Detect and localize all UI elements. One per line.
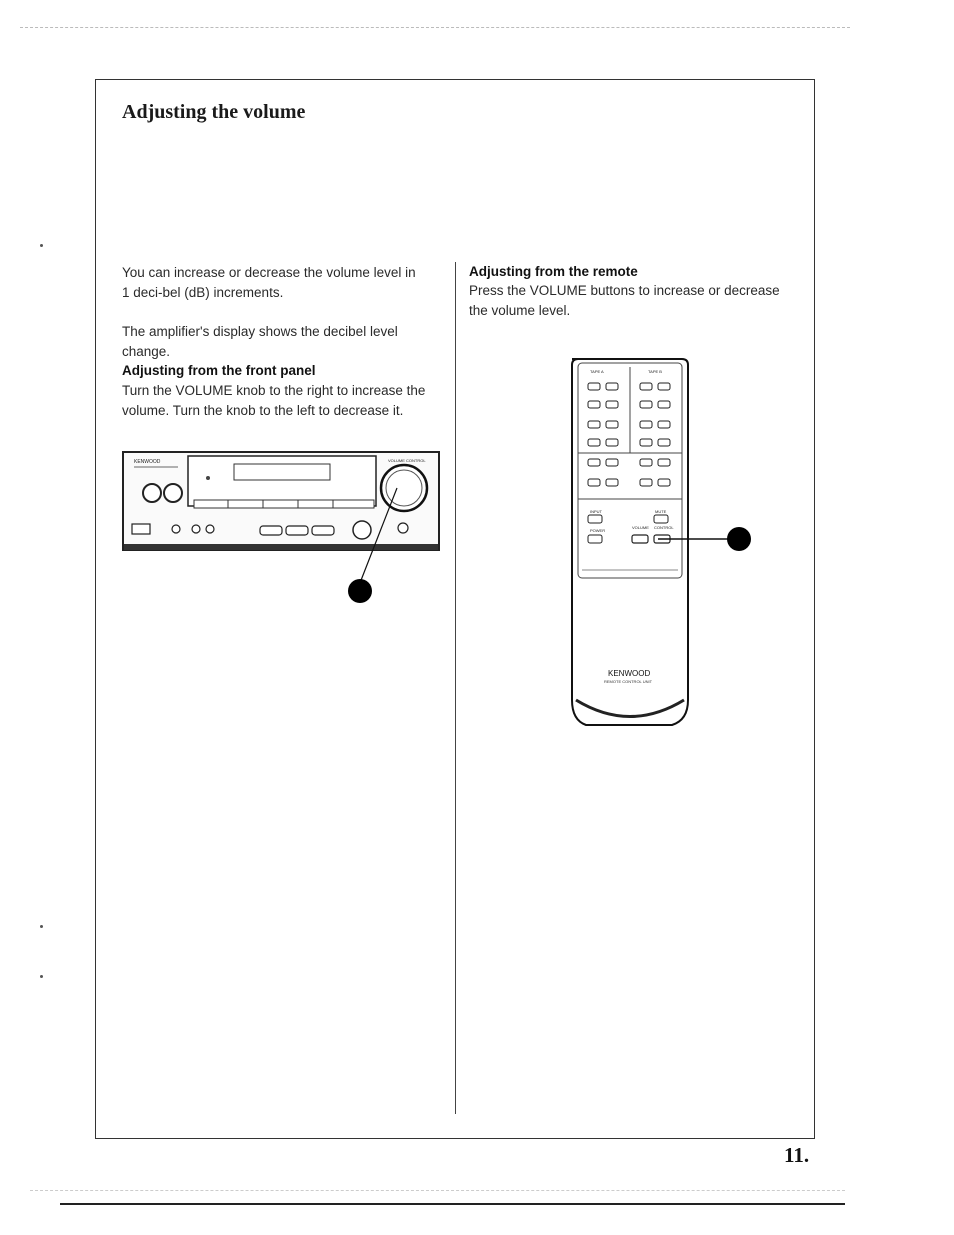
input-button[interactable] <box>588 515 602 523</box>
mute-button[interactable] <box>654 515 668 523</box>
tape-a-label: TAPE A <box>590 369 604 374</box>
intro-paragraph: You can increase or decrease the volume level in 1 deci-bel (dB) increments. <box>122 265 416 300</box>
tape-b-label: TAPE B <box>648 369 662 374</box>
amplifier-illustration <box>118 448 448 608</box>
treble-knob-icon <box>164 484 182 502</box>
mute-label: MUTE <box>655 509 667 514</box>
input-label: INPUT <box>590 509 602 514</box>
power-label: POWER <box>590 528 606 533</box>
headphone-jack-icon <box>172 525 180 533</box>
bottom-dashed-rule <box>30 1190 845 1191</box>
callout-marker <box>348 579 372 603</box>
column-divider <box>455 262 456 1114</box>
remote-unit-label: REMOTE CONTROL UNIT <box>604 679 653 684</box>
display-paragraph: The amplifier's display shows the decibel level change. <box>122 324 398 359</box>
remote-paragraph: Press the VOLUME buttons to increase or decrease the volume level. <box>469 283 780 318</box>
page-number: 11. <box>784 1143 810 1167</box>
bottom-rule <box>60 1203 845 1205</box>
remote-volume-label: VOLUME <box>632 525 649 530</box>
remote-callout-marker <box>727 527 751 551</box>
scan-mark <box>40 975 43 978</box>
page-title: Adjusting the volume <box>122 101 306 123</box>
front-panel-paragraph: Turn the VOLUME knob to the right to increase the volume. Turn the knob to the left to decrease it. <box>122 383 426 418</box>
power-button-icon <box>132 524 150 534</box>
bass-knob-icon <box>143 484 161 502</box>
volume-knob-icon <box>381 465 427 511</box>
volume-control-label: VOLUME CONTROL <box>388 458 426 463</box>
top-dashed-rule <box>20 27 850 28</box>
scan-mark <box>40 244 43 247</box>
power-button[interactable] <box>588 535 602 543</box>
remote-control-label: CONTROL <box>654 525 674 530</box>
remote-control-illustration <box>562 355 762 740</box>
front-panel-heading: Adjusting from the front panel <box>122 363 316 378</box>
remote-heading: Adjusting from the remote <box>469 264 638 279</box>
remote-brand: KENWOOD <box>608 669 651 678</box>
amplifier-brand: KENWOOD <box>134 459 161 465</box>
volume-down-button[interactable] <box>632 535 648 543</box>
scan-mark <box>40 925 43 928</box>
